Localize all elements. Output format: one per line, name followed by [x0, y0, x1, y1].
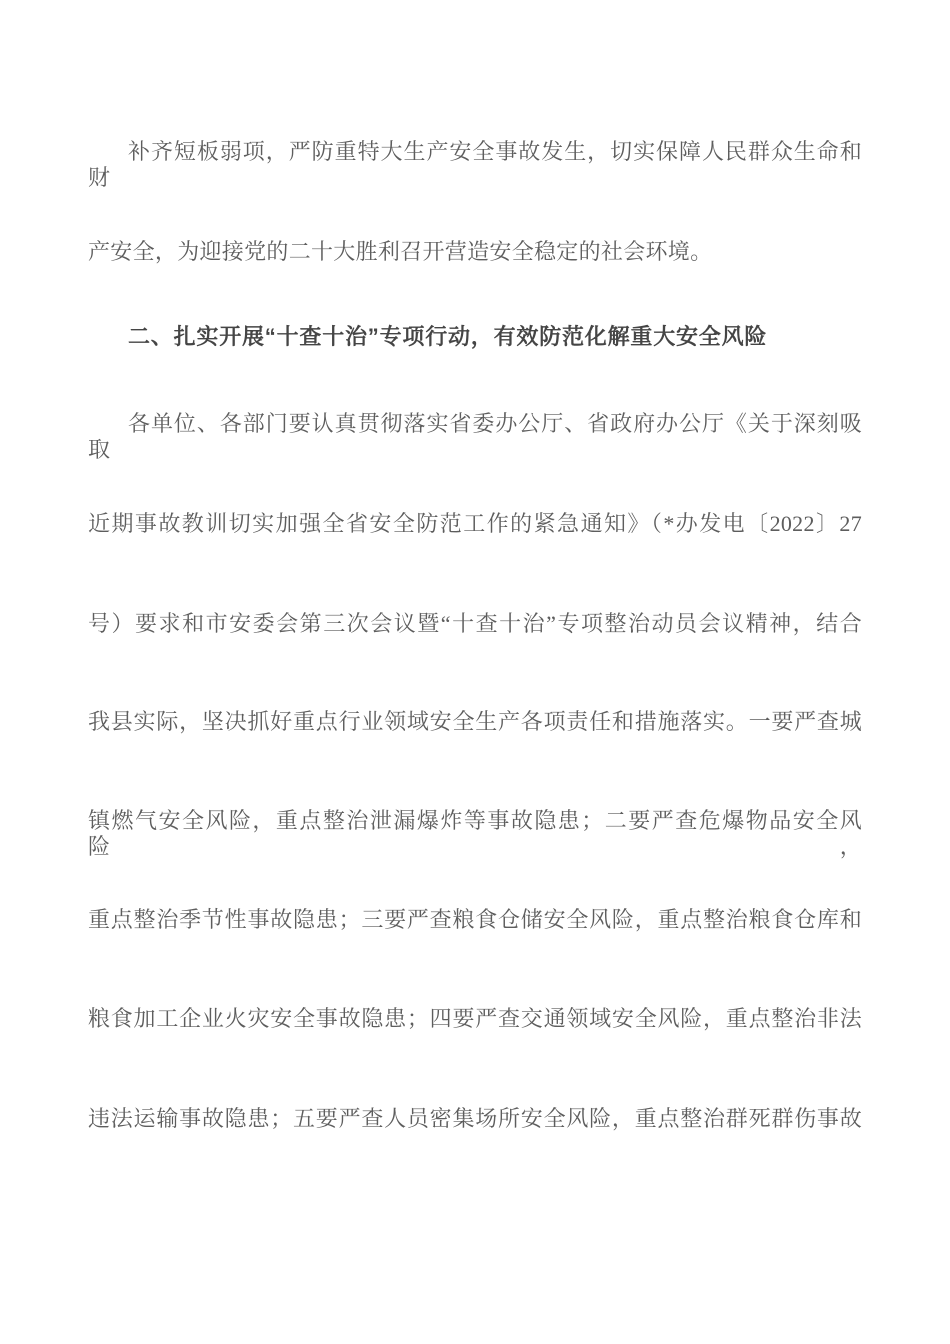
section-heading: 二、扎实开展“十查十治”专项行动，有效防范化解重大安全风险 — [128, 324, 768, 349]
body-paragraph-line-5: 镇燃气安全风险，重点整治泄漏爆炸等事故隐患；二要严查危爆物品安全风险， — [88, 808, 862, 859]
body-paragraph-line-3: 号）要求和市安委会第三次会议暨“十查十治”专项整治动员会议精神，结合 — [88, 611, 862, 636]
intro-paragraph-line-2: 产安全，为迎接党的二十大胜利召开营造安全稳定的社会环境。 — [88, 239, 713, 264]
body-paragraph-line-4: 我县实际，坚决抓好重点行业领域安全生产各项责任和措施落实。一要严查城 — [88, 709, 862, 734]
intro-paragraph-line-1: 补齐短板弱项，严防重特大生产安全事故发生，切实保障人民群众生命和财 — [88, 139, 862, 190]
body-paragraph-line-2: 近期事故教训切实加强全省安全防范工作的紧急通知》（*办发电〔2022〕27 — [88, 511, 862, 536]
body-paragraph-line-6: 重点整治季节性事故隐患；三要严查粮食仓储安全风险，重点整治粮食仓库和 — [88, 907, 862, 932]
body-paragraph-line-7: 粮食加工企业火灾安全事故隐患；四要严查交通领域安全风险，重点整治非法 — [88, 1006, 862, 1031]
body-paragraph-line-8: 违法运输事故隐患；五要严查人员密集场所安全风险，重点整治群死群伤事故 — [88, 1106, 862, 1131]
body-paragraph-line-1: 各单位、各部门要认真贯彻落实省委办公厅、省政府办公厅《关于深刻吸取 — [88, 411, 862, 462]
